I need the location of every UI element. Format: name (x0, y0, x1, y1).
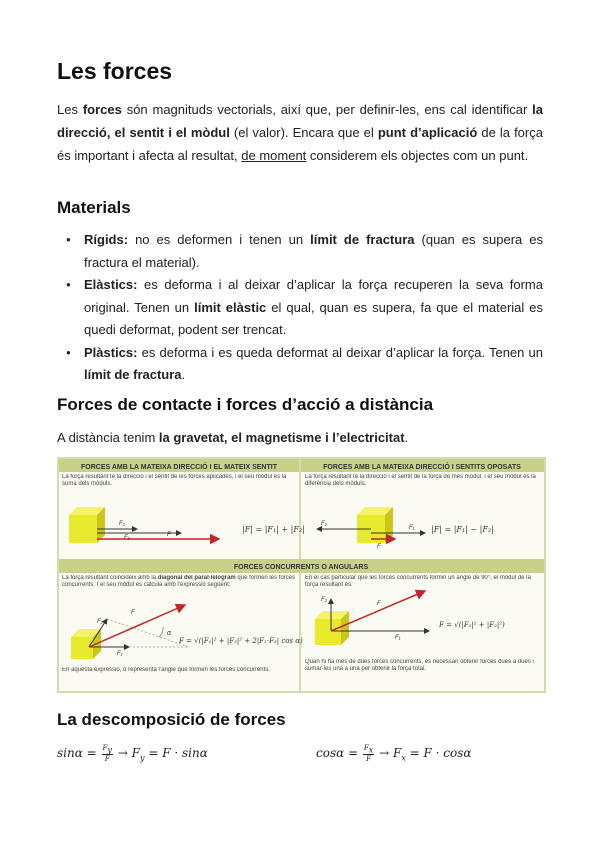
fraction-den: F (104, 755, 110, 764)
text-conc-bold: diagonal del paral·lelogram (157, 575, 236, 581)
text-perp: En el cas particular que les forces concurrents formin un angle de 90°, el mòdul de la força resultant és: (305, 575, 531, 588)
formula-rhs: = F · sinα (148, 746, 208, 761)
header-mid: FORCES CONCURRENTS O ANGULARS (233, 564, 369, 571)
list-item (84, 342, 543, 387)
label-f2: F₂ (321, 521, 327, 527)
text-conc-part: que formen les forces concurrents. I el seu mòdul es calcula amb l’expressió següent: (62, 575, 296, 588)
label-f: F (167, 532, 171, 538)
label-f: F (131, 610, 135, 616)
formula-fraction (102, 744, 113, 763)
note-angle: En aquesta expressió, α representa l’angle que formen les forces concurrents. (62, 667, 270, 673)
intro-text: de la força és important i afecta al resultat, (57, 125, 543, 163)
intro-bold: forces (82, 102, 122, 117)
label-f: F (377, 601, 381, 607)
intro-text: Les (57, 102, 83, 117)
list-item (84, 274, 543, 342)
materials-heading: Materials (57, 198, 131, 217)
text-multi-box (305, 659, 541, 689)
text-conc (62, 575, 298, 589)
cosine-formula (316, 744, 472, 763)
item-term: Elàstics: (84, 277, 138, 292)
formula-lhs: F (393, 746, 402, 761)
distance-text: A distància tenim (57, 430, 159, 445)
text-right-box (305, 474, 541, 496)
item-term: Plàstics: (84, 344, 138, 360)
intro-bold: punt d’aplicació (377, 125, 478, 140)
text-multi: Quan hi ha més de dues forces concurrents, és necessari obtenir forces dues a dues i sumar-les una a una per obtenir la força total. (305, 659, 534, 672)
fraction-den: F (366, 755, 372, 764)
item-text: es deforma i es queda deformat al deixar d’aplicar la força. Tenen un (137, 344, 543, 360)
contact-heading: Forces de contacte i forces d’acció a distància (57, 395, 434, 414)
text-left-box (62, 474, 298, 496)
label-f: F (377, 544, 381, 550)
intro-paragraph (57, 98, 543, 167)
intro-underline: de moment (241, 148, 307, 163)
arrow-resultant-angle (89, 605, 185, 647)
forces-diagram (59, 459, 544, 691)
distance-paragraph (57, 427, 408, 449)
formula-arrow: → (117, 746, 128, 761)
eq-perp: F = √(|F₁|² + |F₂|²) (439, 621, 505, 629)
item-term: límit de fractura (84, 367, 182, 382)
item-text: . (181, 367, 186, 382)
item-term: Rígids: (84, 232, 129, 247)
label-alpha: α (167, 630, 171, 637)
materials-list (57, 229, 543, 387)
label-f2: F₂ (321, 597, 327, 603)
distance-text: . (404, 430, 409, 445)
eq-angle: F = √(|F₁|² + |F₂|² + 2|F₁·F₂| cos α) (179, 637, 303, 645)
label-f1: F₁ (395, 635, 401, 641)
eq-opposite: |F| = |F₁| − |F₂| (431, 525, 494, 534)
cube-perp (315, 611, 349, 645)
cube-right (357, 507, 393, 543)
item-term: límit elàstic (194, 299, 267, 315)
text-right: La força resultant té la direcció i el sentit de la força de més mòdul, i el seu mòdul és la diferència dels mòduls. (305, 474, 536, 487)
eq-same: |F| = |F₁| + |F₂| (242, 525, 305, 534)
formula-fn: sinα = (57, 746, 97, 761)
item-text: (quan es supera es fractura el material). (84, 232, 544, 270)
num-letter: F (363, 744, 369, 752)
intro-text: considerem els objectes com un punt. (306, 148, 529, 163)
angle-arc (159, 627, 163, 637)
item-text: el qual, quan es supera, fa que el material es quedi deformat, podent ser trencat. (84, 299, 543, 337)
num-letter: F (102, 744, 108, 752)
formula-fraction (363, 744, 374, 763)
text-left: La força resultant té la direcció i el sentit de les forces aplicades, i el seu mòdul és la suma dels mòduls. (62, 474, 287, 487)
cube-left (69, 507, 105, 543)
formula-fn: cosα = (316, 746, 359, 761)
fraction-num (102, 744, 113, 755)
text-conc-box (62, 575, 298, 605)
sine-formula (57, 744, 208, 763)
item-text: no es deformen i tenen un (128, 232, 311, 247)
text-perp-box (305, 575, 541, 597)
label-f1: F₁ (124, 535, 130, 541)
formula-lhs-sub: y (139, 753, 145, 763)
intro-text: són magnituds vectorials, així que, per definir-les, ens cal identificar (121, 102, 533, 117)
label-f1: F₁ (409, 525, 415, 531)
formula-arrow: → (379, 746, 390, 761)
formula-rhs: = F · cosα (409, 746, 472, 761)
item-text: es deforma i al deixar d’aplicar la força recuperen la seva forma original. Tenen un (84, 277, 543, 315)
label-f2: F₂ (119, 521, 125, 527)
label-f1: F₁ (117, 651, 123, 657)
header-left: FORCES AMB LA MATEIXA DIRECCIÓ I EL MATEIX SENTIT (80, 464, 278, 471)
note-angle-box (62, 667, 298, 689)
distance-bold: la gravetat, el magnetisme i l’electricitat (158, 430, 405, 445)
formula-lhs: F (131, 746, 140, 761)
text-conc-part: La força resultant coincideix amb la (62, 575, 158, 581)
page-title: Les forces (57, 58, 173, 84)
fraction-num (363, 744, 374, 755)
intro-text: (el valor). Encara que el (229, 125, 378, 140)
header-right: FORCES AMB LA MATEIXA DIRECCIÓ I SENTITS OPOSATS (323, 464, 521, 471)
label-f2: F₂ (97, 619, 103, 625)
num-sub: x (368, 745, 374, 755)
num-sub: y (107, 745, 112, 755)
item-term: límit de fractura (310, 232, 415, 247)
intro-bold: la direcció, el sentit i el mòdul (57, 102, 543, 140)
decomposition-heading: La descomposició de forces (57, 710, 286, 729)
formula-lhs-sub: x (401, 753, 406, 763)
forces-figure (57, 457, 546, 693)
list-item (84, 229, 543, 274)
